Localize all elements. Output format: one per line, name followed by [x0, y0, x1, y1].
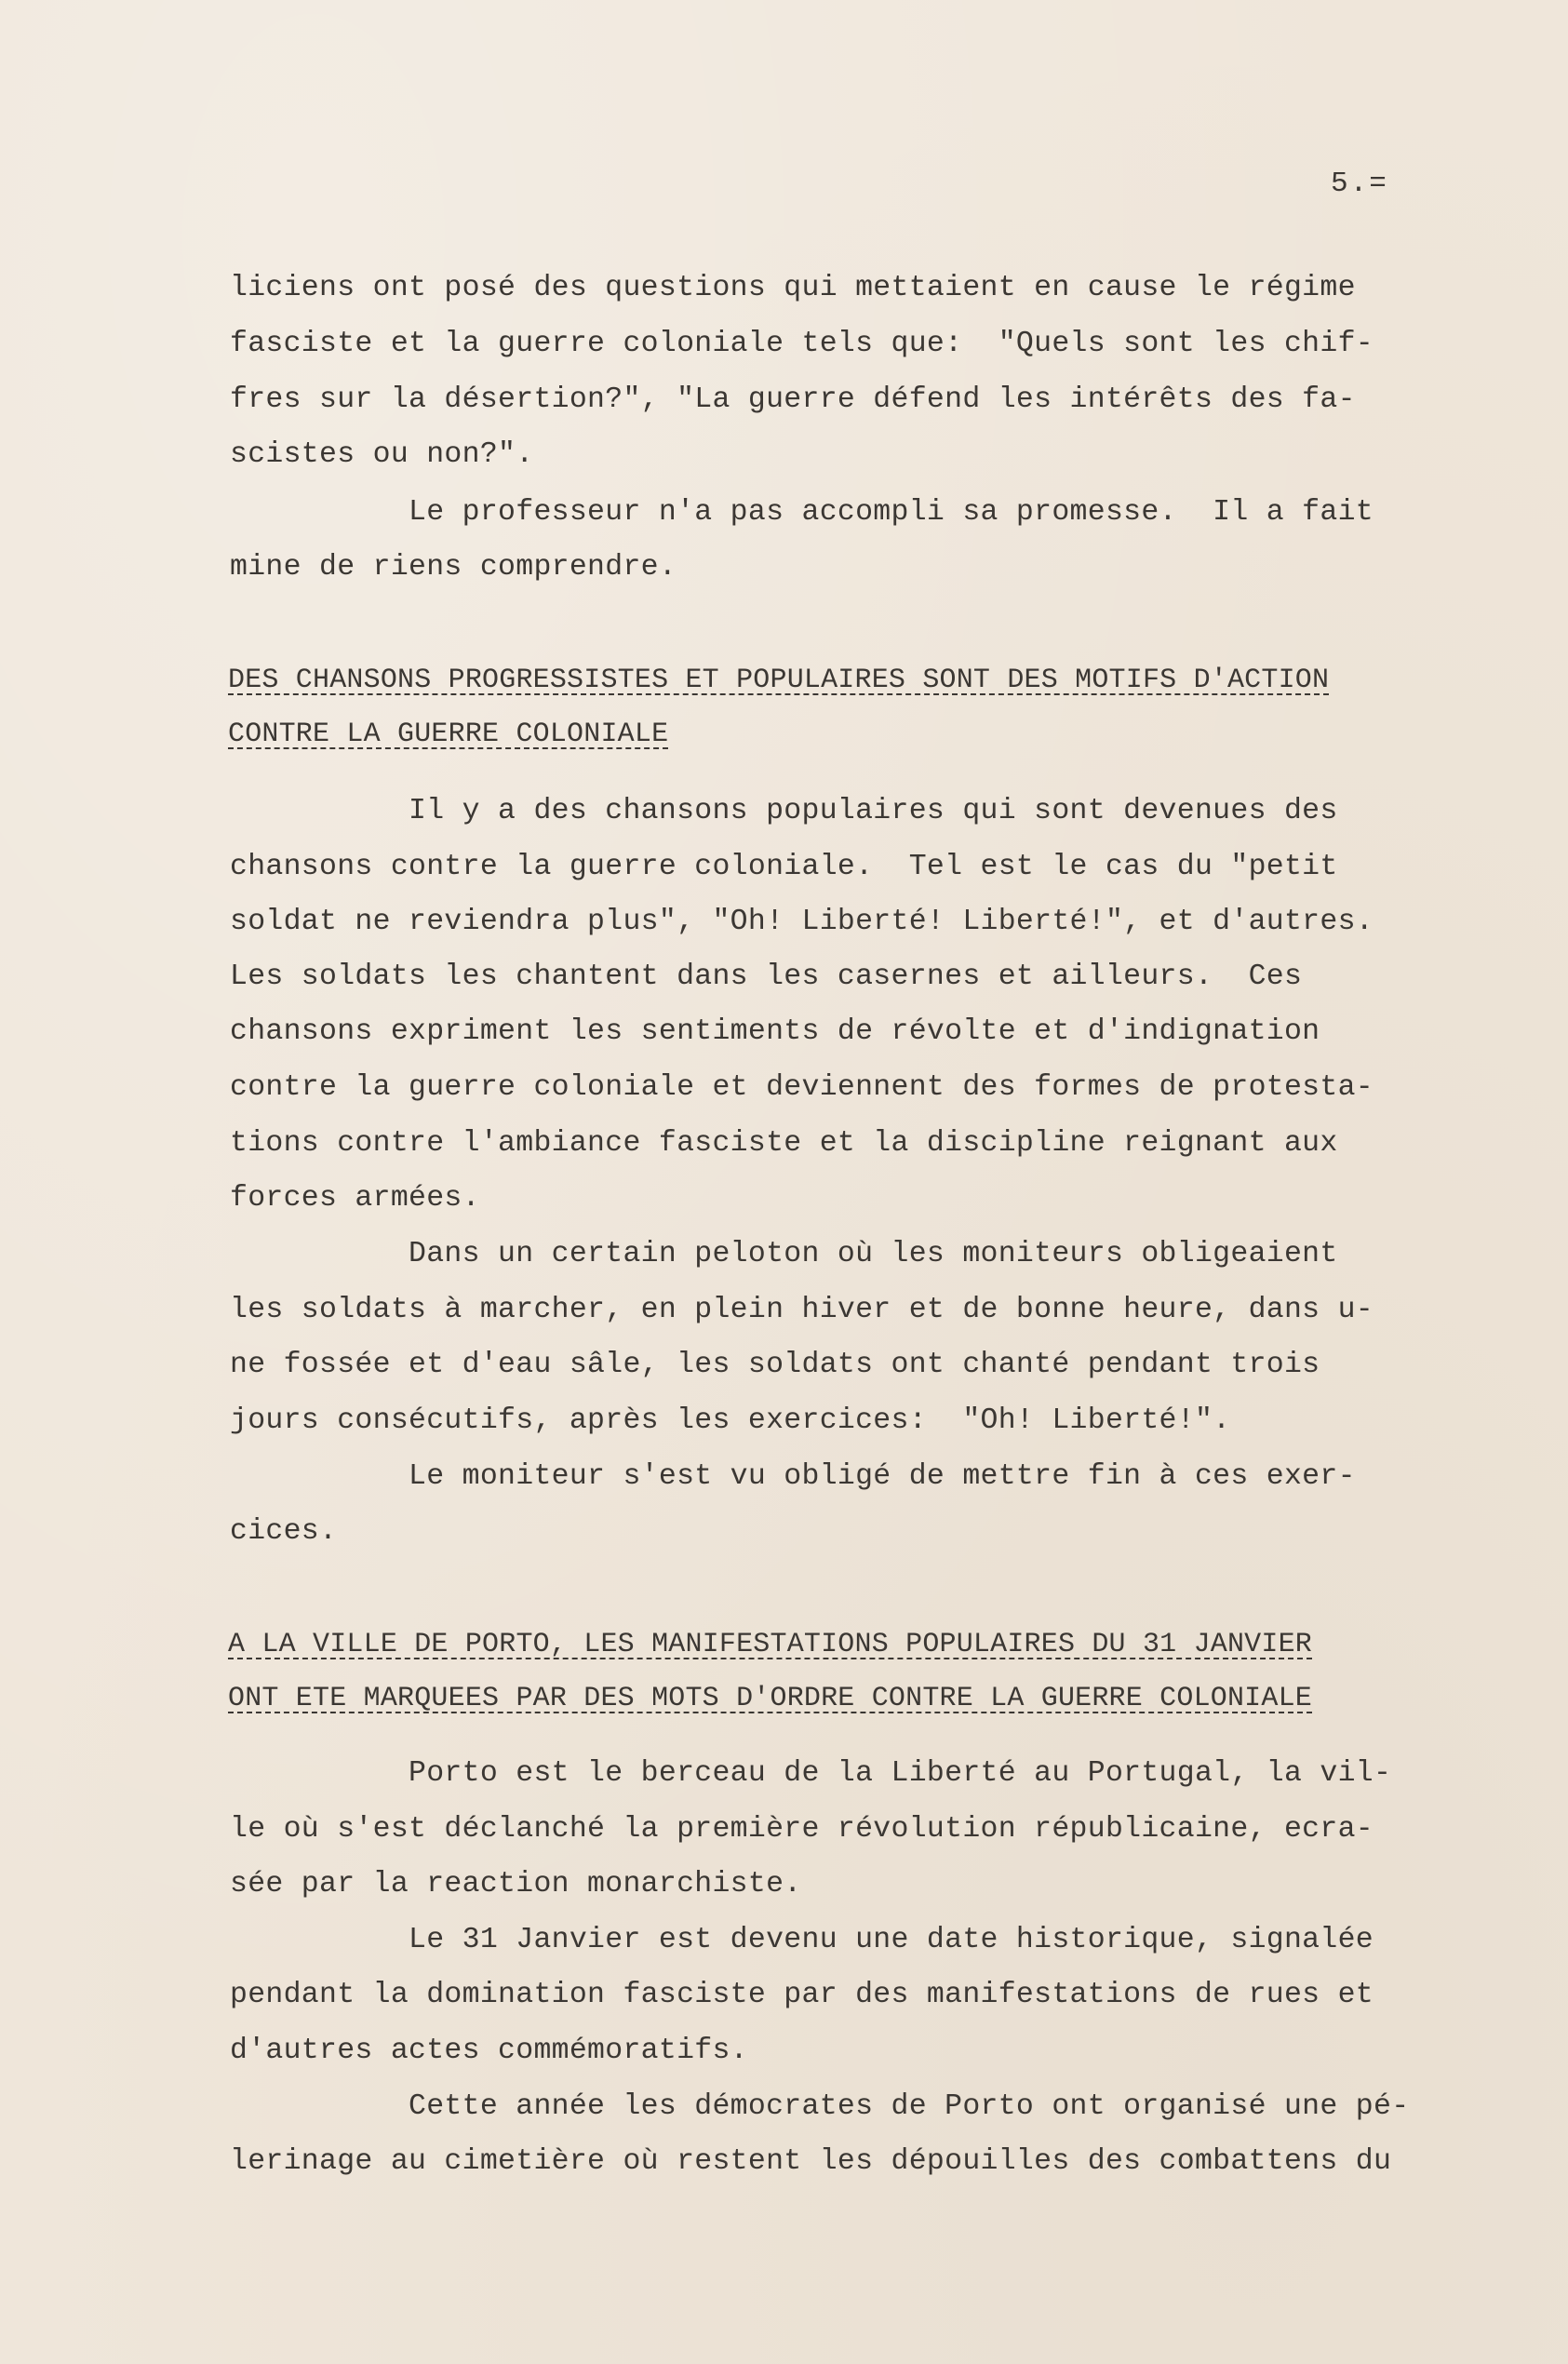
- text-line: tions contre l'ambiance fasciste et la discipline reignant aux: [230, 1127, 1338, 1160]
- text-line: scistes ou non?".: [230, 438, 534, 471]
- text-line: Le 31 Janvier est devenu une date historique, signalée: [230, 1924, 1374, 1956]
- text-line: lerinage au cimetière où restent les dépouilles des combattens du: [230, 2145, 1392, 2178]
- text-line: fasciste et la guerre coloniale tels que: "Quels sont les chif-: [230, 328, 1374, 360]
- text-line: Le professeur n'a pas accompli sa promesse. Il a fait: [230, 496, 1374, 529]
- section-heading: CONTRE LA GUERRE COLONIALE: [228, 719, 669, 750]
- text-line: Il y a des chansons populaires qui sont devenues des: [230, 795, 1338, 827]
- text-line: chansons expriment les sentiments de révolte et d'indignation: [230, 1015, 1320, 1048]
- text-line: ne fossée et d'eau sâle, les soldats ont chanté pendant trois: [230, 1349, 1320, 1381]
- text-line: forces armées.: [230, 1182, 480, 1215]
- text-line: les soldats à marcher, en plein hiver et de bonne heure, dans u-: [230, 1294, 1374, 1326]
- text-line: Dans un certain peloton où les moniteurs obligeaient: [230, 1238, 1338, 1270]
- text-line: fres sur la désertion?", "La guerre défend les intérêts des fa-: [230, 383, 1356, 416]
- text-line: soldat ne reviendra plus", "Oh! Liberté! Liberté!", et d'autres.: [230, 906, 1374, 938]
- text-line: d'autres actes commémoratifs.: [230, 2035, 748, 2067]
- text-line: Porto est le berceau de la Liberté au Portugal, la vil-: [230, 1757, 1392, 1790]
- text-line: cices.: [230, 1515, 338, 1548]
- text-line: jours consécutifs, après les exercices: "Oh! Liberté!".: [230, 1404, 1231, 1437]
- text-line: Les soldats les chantent dans les casernes et ailleurs. Ces: [230, 960, 1303, 993]
- text-line: contre la guerre coloniale et deviennent des formes de protesta-: [230, 1071, 1374, 1104]
- text-line: Cette année les démocrates de Porto ont organisé une pé-: [230, 2090, 1410, 2123]
- section-heading: DES CHANSONS PROGRESSISTES ET POPULAIRES SONT DES MOTIFS D'ACTION: [228, 665, 1330, 696]
- text-line: sée par la reaction monarchiste.: [230, 1868, 802, 1901]
- text-line: pendant la domination fasciste par des manifestations de rues et: [230, 1979, 1374, 2011]
- text-line: Le moniteur s'est vu obligé de mettre fin à ces exer-: [230, 1460, 1356, 1493]
- text-line: liciens ont posé des questions qui mettaient en cause le régime: [230, 272, 1356, 304]
- section-heading: ONT ETE MARQUEES PAR DES MOTS D'ORDRE CONTRE LA GUERRE COLONIALE: [228, 1683, 1312, 1714]
- text-line: mine de riens comprendre.: [230, 551, 677, 584]
- text-line: chansons contre la guerre coloniale. Tel est le cas du "petit: [230, 851, 1338, 883]
- page-number: 5.=: [1331, 168, 1388, 200]
- text-line: le où s'est déclanché la première révolution républicaine, ecra-: [230, 1813, 1374, 1846]
- section-heading: A LA VILLE DE PORTO, LES MANIFESTATIONS POPULAIRES DU 31 JANVIER: [228, 1629, 1312, 1660]
